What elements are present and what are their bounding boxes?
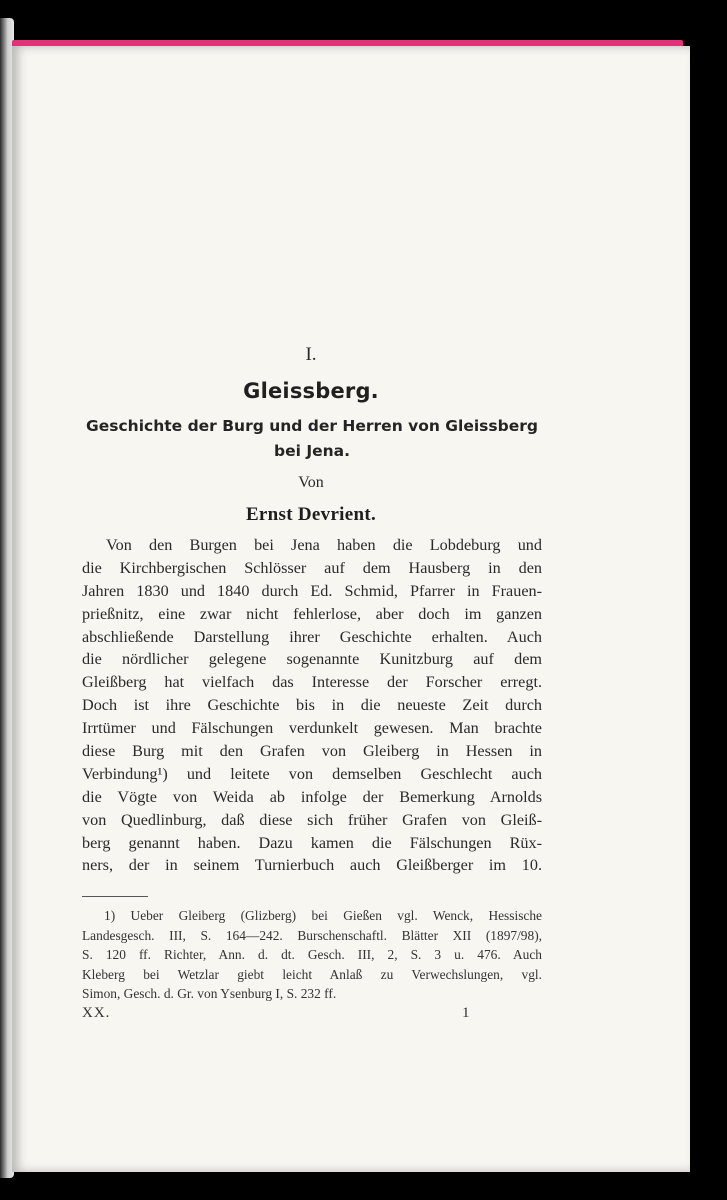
body-line: diese Burg mit den Grafen von Gleiberg in Hessen in	[82, 742, 542, 761]
body-line: ners, der in seinem Turnierbuch auch Gleißberger im 10.	[82, 856, 542, 875]
chapter-subtitle	[52, 414, 572, 464]
footnote-line: Simon, Gesch. d. Gr. von Ysenburg I, S. 232 ff.	[82, 986, 337, 1002]
footnote-line: S. 120 ff. Richter, Ann. d. dt. Gesch. III, 2, S. 3 u. 476. Auch	[82, 947, 542, 963]
body-line: die Kirchbergischen Schlösser auf dem Hausberg in den	[82, 558, 542, 577]
page-number: 1	[462, 1005, 470, 1021]
footnote-line: Landesgesch. III, S. 164—242. Burschenschaftl. Blätter XII (1897/98),	[82, 927, 542, 943]
body-line: die Vögte von Weida ab infolge der Bemerkung Arnolds	[82, 787, 542, 806]
chapter-numeral: I.	[305, 344, 317, 365]
body-line: Gleißberg hat vielfach das Interesse der Forscher erregt.	[82, 673, 542, 692]
chapter-subtitle-line: Geschichte der Burg und der Herren von Gleissberg	[86, 417, 538, 435]
footnote-line: Kleberg bei Wetzlar giebt leicht Anlaß zu Verwechslungen, vgl.	[82, 966, 542, 982]
byline-prefix: Von	[298, 474, 324, 491]
signature-mark: XX.	[82, 1005, 111, 1021]
chapter-subtitle-line: bei Jena.	[274, 442, 350, 460]
body-line: Irrtümer und Fälschungen verdunkelt gewesen. Man brachte	[82, 719, 542, 738]
chapter-title: Gleissberg.	[243, 379, 379, 403]
footnote-divider	[82, 896, 148, 897]
body-line: Von den Burgen bei Jena haben die Lobdeburg und	[106, 536, 542, 554]
body-line: von Quedlinburg, daß diese sich früher Grafen von Gleiß-	[82, 810, 542, 829]
footnote	[82, 906, 542, 1004]
book-page	[12, 46, 690, 1172]
body-line: prießnitz, eine zwar nicht fehlerlose, aber doch im ganzen	[82, 604, 542, 623]
footnote-line: 1) Ueber Gleiberg (Glizberg) bei Gießen vgl. Wenck, Hessische	[104, 908, 542, 923]
body-line: berg genannt haben. Dazu kamen die Fälschungen Rüx-	[82, 833, 542, 852]
body-line: Verbindung¹) und leitete von demselben Geschlecht auch	[82, 764, 542, 783]
body-line: abschließende Darstellung ihrer Geschichte erhalten. Auch	[82, 627, 542, 646]
body-paragraph	[82, 534, 542, 877]
body-line: Jahren 1830 und 1840 durch Ed. Schmid, Pfarrer in Frauen-	[82, 581, 542, 600]
body-line: Doch ist ihre Geschichte bis in die neueste Zeit durch	[82, 696, 542, 715]
body-line: die nördlicher gelegene sogenannte Kunitzburg auf dem	[82, 650, 542, 669]
author-name: Ernst Devrient.	[245, 504, 377, 525]
